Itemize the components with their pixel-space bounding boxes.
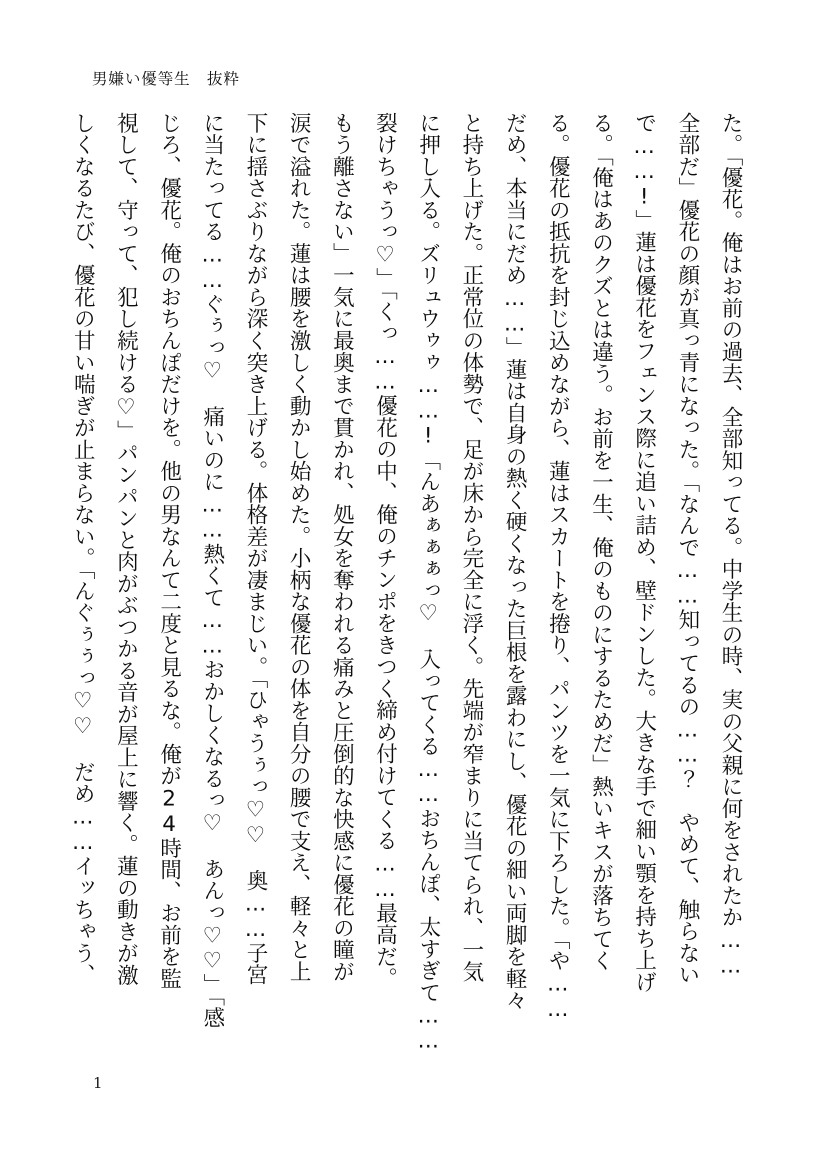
text-column: に当たってる……ぐぅっ♡ 痛いのに……熱くて……おかしくなるっ♡ あんっ♡♡」「感 xyxy=(199,112,225,1029)
text-column: しくなるたび、優花の甘い喘ぎが止まらない。「んぐぅぅっ♡♡ だめ……イッちゃう、 xyxy=(70,112,96,986)
text-column: る。「俺はあのクズとは違う。お前を一生、俺のものにするためだ」熱いキスが落ちてく xyxy=(588,112,614,972)
text-column: だめ、本当にだめ……」蓮は自身の熱く硬くなった巨根を露わにし、優花の細い両脚を軽々 xyxy=(502,112,528,1012)
text-column: 視して、守って、犯し続ける♡」パンパンと肉がぶつかる音が屋上に響く。蓮の動きが激 xyxy=(113,112,139,986)
text-column: 涙で溢れた。蓮は腰を激しく動かし始めた。小柄な優花の体を自分の腰で支え、軽々と上 xyxy=(286,112,312,983)
text-column: 全部だ」優花の顔が真っ青になった。「なんで……知ってるの……？ やめて、触らない xyxy=(674,112,700,986)
page-number: 1 xyxy=(93,1074,103,1092)
text-column: で……!」蓮は優花をフェンス際に追い詰め、壁ドンした。大きな手で細い顎を持ち上げ xyxy=(631,112,657,993)
text-column: る。優花の抵抗を封じ込めながら、蓮はスカートを捲り、パンツを一気に下ろした。「や…… xyxy=(545,112,571,1023)
text-column: に押し入る。ズリュウゥゥ……!「んあぁぁぁっ♡ 入ってくる……おちんぽ、太すぎて…… xyxy=(415,112,441,1054)
page-title: 男嫌い優等生 抜粋 xyxy=(92,70,240,88)
text-column: 下に揺さぶりながら深く突き上げる。体格差が凄まじい。「ひゃうぅっ♡♡ 奥……子宮 xyxy=(242,112,268,986)
vertical-text-body xyxy=(70,112,743,1054)
text-column: 裂けちゃうっ♡」「くっ……優花の中、俺のチンポをきつく締め付けてくる……最高だ。 xyxy=(372,112,398,990)
text-column: た。「優花。俺はお前の過去、全部知ってる。中学生の時、実の父親に何をされたか…… xyxy=(718,112,743,979)
text-column: もう離さない」一気に最奥まで貫かれ、処女を奪われる痛みと圧倒的な快感に優花の瞳が xyxy=(329,112,355,983)
text-column: と持ち上げた。正常位の体勢で、足が床から完全に浮く。先端が窄まりに当てられ、一気 xyxy=(458,112,484,983)
text-column: じろ、優花。俺のおちんぽだけを。他の男なんて二度と見るな。俺が24時間、お前を監 xyxy=(156,112,182,990)
